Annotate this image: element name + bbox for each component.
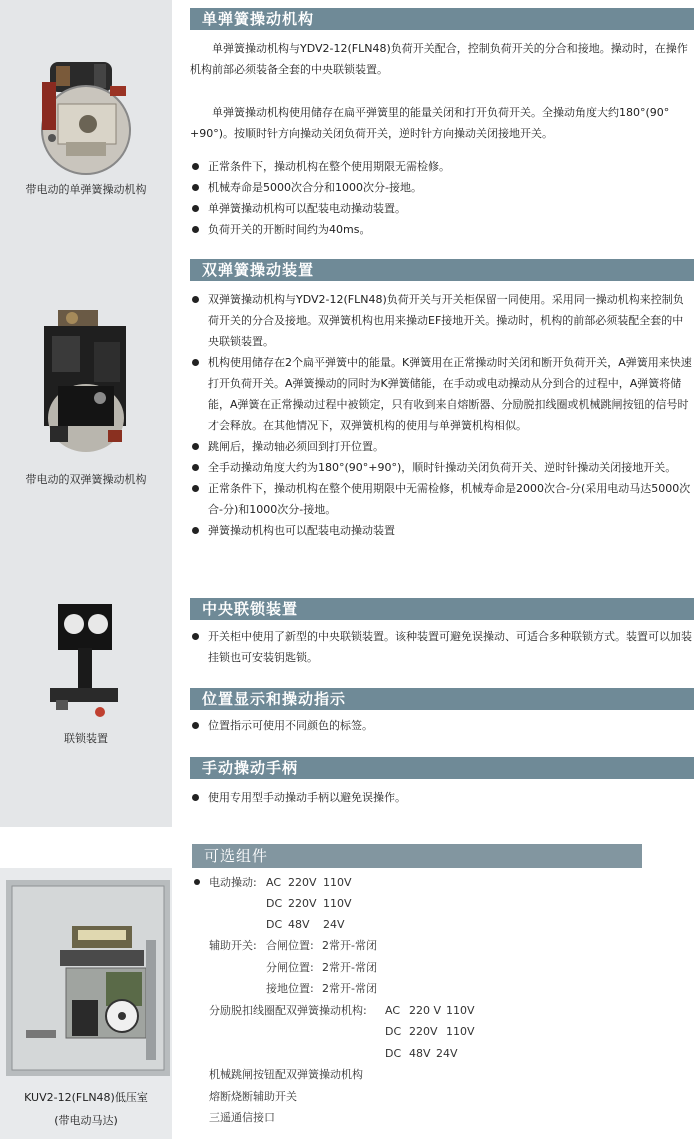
single-spring-para-1: 单弹簧操动机构与YDV2-12(FLN48)负荷开关配合，控制负荷开关的分合和接地。操动时，在操作机构前部必须装备全套的中央联锁装置。: [190, 42, 688, 76]
motor-type: AC: [266, 876, 282, 889]
single-spring-list: [190, 156, 694, 240]
motor-type: DC: [266, 897, 283, 910]
single-spring-mechanism-image: [36, 58, 136, 176]
motor-v1: 220V: [288, 897, 317, 910]
shunt-type: AC: [385, 1004, 401, 1017]
list-item: 位置指示可使用不同颜色的标签。: [190, 715, 694, 736]
double-spring-list: [190, 289, 694, 541]
position-list: [190, 715, 694, 736]
list-item: 全手动操动角度大约为180°(90°+90°)，顺时针操动关闭负荷开关、逆时针操动关闭接地开关。: [190, 457, 694, 478]
shunt-type: DC: [385, 1025, 402, 1038]
single-spring-header: 单弹簧操动机构: [190, 8, 694, 30]
interlock-header: 中央联锁装置: [190, 598, 694, 620]
interlock-caption: 联锁装置: [64, 732, 108, 745]
list-item: 开关柜中使用了新型的中央联锁装置。该种装置可避免误操动、可适合多种联锁方式。装置可以加装挂锁也可安装钥匙锁。: [190, 626, 694, 668]
list-item: 负荷开关的开断时间约为40ms。: [190, 219, 694, 240]
single-spring-para-2: 单弹簧操动机构使用储存在扁平弹簧里的能量关闭和打开负荷开关。全操动角度大约180°(90°+90°)。按顺时针方向操动关闭负荷开关，逆时针方向操动关闭接地开关。: [190, 106, 670, 140]
aux-value: 2常开-常闭: [322, 961, 377, 974]
list-item: 机构使用储存在2个扁平弹簧中的能量。K弹簧用在正常操动时关闭和断开负荷开关，A弹簧用来快速打开负荷开关。A弹簧操动的同时为K弹簧储能，在手动或电动操动从分到合的过程中，A弹簧将储能，A弹簧在正常操动过程中被锁定，只有收到来自熔断器、分励脱扣线圈或机械跳闸按钮的信号时才会释放。在其他情况下，双弹簧机构的使用与单弹簧机构相似。: [190, 352, 694, 436]
extra-item: 机械跳闸按钮配双弹簧操动机构: [209, 1068, 363, 1081]
shunt-v2: 110V: [446, 1004, 475, 1017]
shunt-v2: 24V: [436, 1047, 458, 1060]
compartment-caption-1: KUV2-12(FLN48)低压室: [24, 1091, 148, 1104]
list-item: 机械寿命是5000次合分和1000次分-接地。: [190, 177, 694, 198]
shunt-v1: 220 V: [409, 1004, 442, 1017]
double-spring-header: 双弹簧操动装置: [190, 259, 694, 281]
manual-handle-header: 手动操动手柄: [190, 757, 694, 779]
shunt-v1: 48V: [409, 1047, 431, 1060]
interlock-list: [190, 626, 694, 668]
aux-name: 接地位置:: [266, 982, 314, 995]
list-item: 双弹簧操动机构与YDV2-12(FLN48)负荷开关与开关柜保留一同使用。采用同一操动机构来控制负荷开关的分合及接地。双弹簧机构也用来操动EF接地开关。操动时，机构的前部必须装配全套的中央联锁装置。: [190, 289, 694, 352]
list-item: 使用专用型手动操动手柄以避免误操作。: [190, 787, 694, 808]
motor-label: 电动操动:: [209, 876, 257, 889]
shunt-type: DC: [385, 1047, 402, 1060]
list-item: 正常条件下，操动机构在整个使用期限中无需检修，机械寿命是2000次合-分(采用电动马达5000次合-分)和1000次分-接地。: [190, 478, 694, 520]
list-item: 弹簧操动机构也可以配装电动操动装置: [190, 520, 694, 541]
low-voltage-compartment-image: [6, 880, 170, 1076]
bullet-dot: [194, 879, 200, 885]
list-item: 单弹簧操动机构可以配装电动操动装置。: [190, 198, 694, 219]
position-indicator-header: 位置显示和操动指示: [190, 688, 694, 710]
aux-value: 2常开-常闭: [322, 982, 377, 995]
extra-item: 熔断烧断辅助开关: [209, 1090, 297, 1103]
aux-value: 2常开-常闭: [322, 939, 377, 952]
motor-v1: 48V: [288, 918, 310, 931]
motor-v2: 110V: [323, 876, 352, 889]
motor-v2: 110V: [323, 897, 352, 910]
compartment-caption-2: (带电动马达): [54, 1114, 118, 1127]
motor-type: DC: [266, 918, 283, 931]
handle-list: [190, 787, 694, 808]
aux-name: 合闸位置:: [266, 939, 314, 952]
optional-components-header: 可选组件: [192, 844, 642, 868]
interlock-device-image: [44, 600, 124, 722]
extra-item: 三遥通信接口: [209, 1111, 275, 1124]
list-item: 正常条件下，操动机构在整个使用期限无需检修。: [190, 156, 694, 177]
double-spring-caption: 带电动的双弹簧操动机构: [25, 473, 147, 486]
aux-label: 辅助开关:: [209, 939, 257, 952]
shunt-label: 分励脱扣线圈配双弹簧操动机构:: [209, 1004, 367, 1017]
double-spring-mechanism-image: [38, 306, 134, 464]
shunt-v2: 110V: [446, 1025, 475, 1038]
motor-v1: 220V: [288, 876, 317, 889]
list-item: 跳闸后，操动轴必须回到打开位置。: [190, 436, 694, 457]
single-spring-caption: 带电动的单弹簧操动机构: [25, 183, 147, 196]
shunt-v1: 220V: [409, 1025, 438, 1038]
motor-v2: 24V: [323, 918, 345, 931]
aux-name: 分闸位置:: [266, 961, 314, 974]
